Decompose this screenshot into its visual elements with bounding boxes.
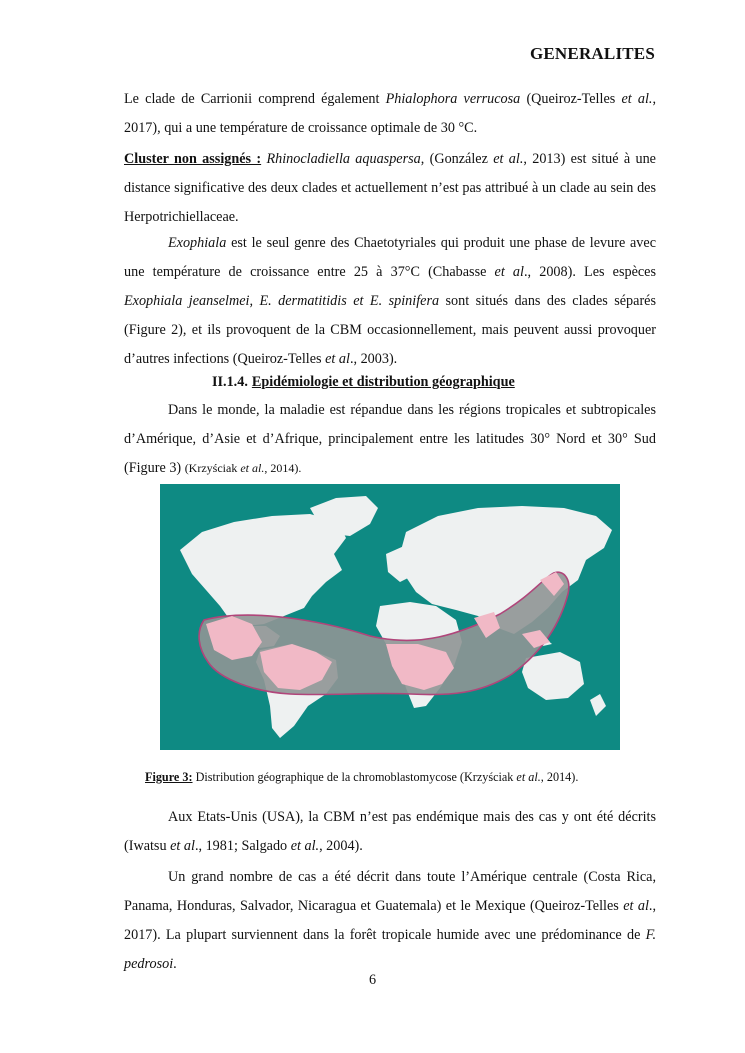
paragraph-cluster: Cluster non assignés : Rhinocladiella aquaspersa, (González et al., 2013) est situé à une distance significative des deux clades et actuellement n’est pas attribué à un clade au sein des Herpotrichiellaceae. — [124, 151, 656, 225]
section-heading — [212, 374, 515, 391]
paragraph-carrionii: Le clade de Carrionii comprend également Phialophora verrucosa (Queiroz-Telles et al., 2017), qui a une température de croissance optimale de 30 °C. — [124, 91, 657, 136]
figure-caption: Figure 3: Distribution géographique de la chromoblastomycose (Krzyściak et al., 2014). — [145, 770, 579, 784]
world-distribution-map — [160, 484, 620, 750]
section-number: II.1.4. — [212, 374, 248, 390]
page-number: 6 — [368, 972, 377, 988]
paragraph-central-america: Un grand nombre de cas a été décrit dans toute l’Amérique centrale (Costa Rica, Panama, Honduras, Salvador, Nicaragua et Guatemala) et le Mexique (Queiroz-Telles et al., 2017). La plupart surviennent dans la forêt tropicale humide avec une prédominance de F. pedrosoi. — [124, 869, 656, 972]
figure-label: Figure 3: — [145, 770, 193, 784]
paragraph-usa: Aux Etats-Unis (USA), la CBM n’est pas endémique mais des cas y ont été décrits (Iwatsu et al., 1981; Salgado et al., 2004). — [124, 809, 656, 854]
section-title: Epidémiologie et distribution géographique — [251, 374, 515, 390]
paragraph-epidemiology: Dans le monde, la maladie est répandue dans les régions tropicales et subtropicales d’Amérique, d’Asie et d’Afrique, principalement entre les latitudes 30° Nord et 30° Sud (Figure 3) (Krzyściak et al., 2014). — [124, 402, 656, 476]
page-header-title: GENERALITES — [529, 44, 655, 63]
cluster-label: Cluster non assignés : — [124, 151, 262, 167]
paragraph-exophiala: Exophiala est le seul genre des Chaetotyriales qui produit une phase de levure avec une température de croissance entre 25 à 37°C (Chabasse et al., 2008). Les espèces Exophiala jeanselmei, E. dermatitidis et E. spinifera sont situés dans des clades séparés (Figure 2), et ils provoquent de la CBM occasionnellement, mais peuvent aussi provoquer d’autres infections (Queiroz-Telles et al., 2003). — [124, 235, 656, 367]
